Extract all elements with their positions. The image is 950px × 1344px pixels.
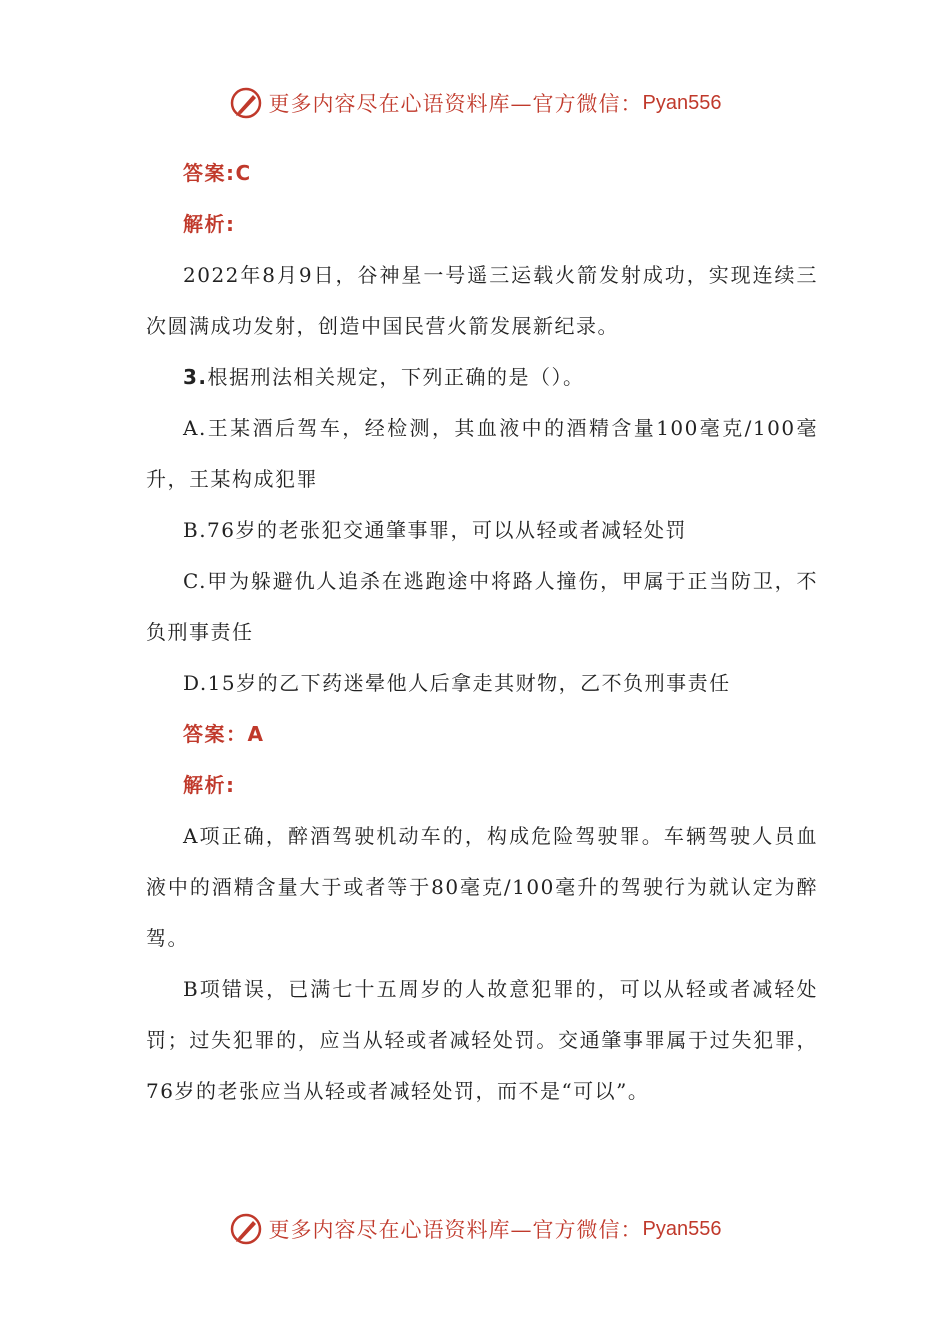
- option-b: B.76岁的老张犯交通肇事罪，可以从轻或者减轻处罚: [183, 518, 688, 542]
- analysis-paragraph: A项正确，醉酒驾驶机动车的，构成危险驾驶罪。车辆驾驶人员血液中的酒精含量大于或者等于80毫克/100毫升的驾驶行为就认定为醉驾。: [146, 824, 818, 950]
- banner-text: 更多内容尽在心语资料库—官方微信：: [268, 1218, 643, 1242]
- document-body: [146, 148, 818, 1117]
- analysis-text: 2022年8月9日，谷神星一号遥三运载火箭发射成功，实现连续三次圆满成功发射，创造中国民营火箭发展新纪录。: [146, 263, 818, 338]
- banner-wechat-id: Pyan556: [642, 91, 722, 114]
- pen-circle-icon: [229, 86, 263, 120]
- answer-label: 答案：A: [183, 722, 265, 746]
- analysis-label: 解析:: [183, 773, 236, 797]
- option-c: C.甲为躲避仇人追杀在逃跑途中将路人撞伤，甲属于正当防卫，不负刑事责任: [146, 569, 818, 644]
- pen-circle-icon: [229, 1212, 263, 1246]
- question-text: 根据刑法相关规定，下列正确的是（）。: [207, 365, 585, 389]
- question-stem: [146, 352, 818, 403]
- analysis-paragraph: B项错误，已满七十五周岁的人故意犯罪的，可以从轻或者减轻处罚；过失犯罪的，应当从轻或者减轻处罚。交通肇事罪属于过失犯罪，76岁的老张应当从轻或者减轻处罚，而不是“可以”。: [146, 977, 818, 1103]
- banner-wechat-id: Pyan556: [642, 1217, 722, 1240]
- option-d: D.15岁的乙下药迷晕他人后拿走其财物，乙不负刑事责任: [183, 671, 731, 695]
- banner-text: 更多内容尽在心语资料库—官方微信：: [268, 92, 643, 116]
- question-number: 3.: [183, 365, 208, 389]
- header-banner: [0, 86, 950, 120]
- analysis-label: 解析:: [183, 212, 236, 236]
- option-a: A.王某酒后驾车，经检测，其血液中的酒精含量100毫克/100毫升，王某构成犯罪: [146, 416, 818, 491]
- answer-label: 答案:C: [183, 161, 252, 185]
- footer-banner: [0, 1212, 950, 1246]
